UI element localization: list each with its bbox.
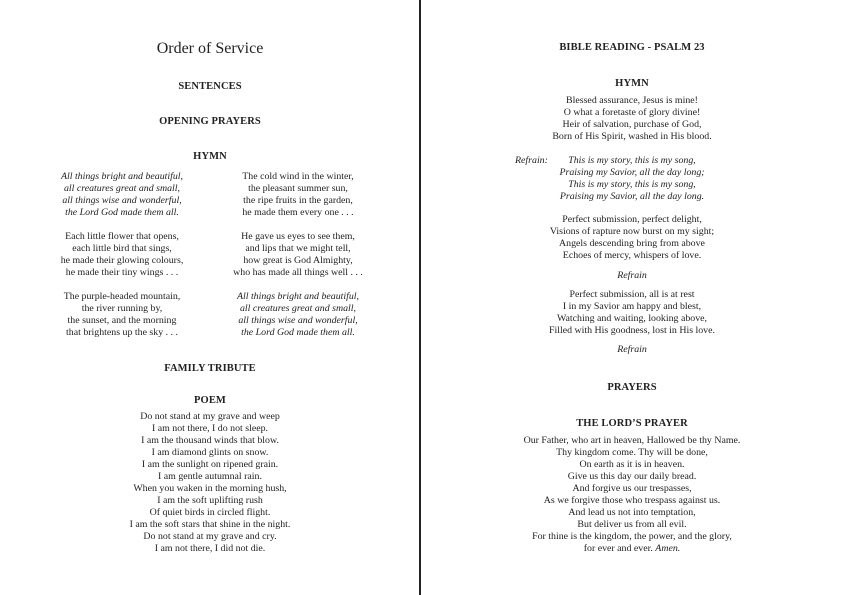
hymn-line: he made them every one . . .: [242, 207, 354, 218]
heading-hymn-right: HYMN: [615, 78, 649, 89]
hymn-line: all things wise and wonderful,: [238, 315, 358, 326]
prayer-last-text: for ever and ever.: [583, 543, 653, 554]
poem-line: I am gentle autumnal rain.: [158, 471, 262, 482]
prayer-line: And lead us not into temptation,: [568, 507, 696, 518]
hymn-verse-2: [422, 214, 842, 262]
hymn-line: Visions of rapture now burst on my sight;: [549, 226, 715, 237]
hymn-line: I in my Savior am happy and blest,: [562, 301, 702, 312]
hymn-line: Perfect submission, perfect delight,: [562, 214, 702, 225]
hymn-line: the Lord God made them all.: [241, 327, 355, 338]
hymn-line: who has made all things well . . .: [233, 267, 363, 278]
hymn-line: the Lord God made them all.: [65, 207, 179, 218]
hymn-line: and lips that we might tell,: [245, 243, 351, 254]
hymn-line: that brightens up the sky . . .: [66, 327, 178, 338]
hymn-line: all things wise and wonderful,: [62, 195, 182, 206]
hymn-line: He gave us eyes to see them,: [241, 231, 355, 242]
hymn-line: the pleasant summer sun,: [248, 183, 348, 194]
hymn-line: Born of His Spirit, washed in His blood.: [552, 131, 712, 142]
prayer-line: Thy kingdom come. Thy will be done,: [556, 447, 708, 458]
poem-line: Do not stand at my grave and cry.: [143, 531, 277, 542]
hymn-line: Watching and waiting, looking above,: [556, 313, 708, 324]
hymn-col1-verse3: [32, 291, 212, 339]
refrain-marker: Refrain: [617, 344, 647, 355]
hymn-line: Heir of salvation, purchase of God,: [562, 119, 702, 130]
hymn-line: Each little flower that opens,: [65, 231, 179, 242]
hymn-col1-verse2: [32, 231, 212, 279]
prayer-line: For thine is the kingdom, the power, and the glory,: [532, 531, 732, 542]
heading-hymn: HYMN: [193, 151, 227, 162]
hymn-line: All things bright and beautiful,: [60, 171, 184, 182]
hymn-line: the ripe fruits in the garden,: [243, 195, 353, 206]
poem-text: [0, 411, 420, 555]
refrain-text: [422, 155, 842, 203]
hymn-line: Perfect submission, all is at rest: [569, 289, 695, 300]
hymn-line: Angels descending bring from above: [559, 238, 705, 249]
hymn-col2-verse1: [208, 171, 388, 219]
refrain-label: Refrain:: [515, 155, 548, 166]
poem-line: I am not there, I did not die.: [154, 543, 266, 554]
hymn-col2-verse2: [208, 231, 388, 279]
hymn-line: Echoes of mercy, whispers of love.: [562, 250, 702, 261]
poem-line: I am not there, I do not sleep.: [152, 423, 268, 434]
poem-line: Do not stand at my grave and weep: [140, 411, 280, 422]
prayer-line: But deliver us from all evil.: [577, 519, 687, 530]
hymn-line: O what a foretaste of glory divine!: [563, 107, 701, 118]
poem-line: I am the sunlight on ripened grain.: [141, 459, 279, 470]
hymn-verse-1: [422, 95, 842, 143]
poem-line: Of quiet birds in circled flight.: [149, 507, 271, 518]
hymn-line: the river running by,: [81, 303, 163, 314]
heading-sentences: SENTENCES: [178, 81, 242, 92]
prayer-line: On earth as it is in heaven.: [579, 459, 685, 470]
prayer-line: And forgive us our trespasses,: [572, 483, 692, 494]
left-page: [0, 0, 420, 595]
heading-prayers: PRAYERS: [607, 382, 657, 393]
lords-prayer-text: [422, 435, 842, 555]
poem-line: I am the soft uplifting rush: [157, 495, 263, 506]
refrain-marker: Refrain: [617, 270, 647, 281]
poem-line: When you waken in the morning hush,: [133, 483, 287, 494]
hymn-col2-verse3: [208, 291, 388, 339]
hymn-line: the sunset, and the morning: [67, 315, 177, 326]
prayer-line-last: [422, 543, 842, 555]
poem-line: I am the thousand winds that blow.: [141, 435, 279, 446]
refrain-line: This is my story, this is my song,: [568, 179, 696, 190]
hymn-line: Blessed assurance, Jesus is mine!: [566, 95, 698, 106]
hymn-line: All things bright and beautiful,: [236, 291, 360, 302]
prayer-line: As we forgive those who trespass against us.: [543, 495, 721, 506]
hymn-line: he made their glowing colours,: [60, 255, 184, 266]
prayer-line: Our Father, who art in heaven, Hallowed be thy Name.: [523, 435, 741, 446]
hymn-verse-3: [422, 289, 842, 337]
heading-lords-prayer: THE LORD’S PRAYER: [576, 418, 688, 429]
heading-opening-prayers: OPENING PRAYERS: [159, 116, 261, 127]
hymn-line: The cold wind in the winter,: [242, 171, 354, 182]
hymn-line: he made their tiny wings . . .: [65, 267, 179, 278]
heading-bible-reading: BIBLE READING - PSALM 23: [559, 42, 705, 53]
hymn-line: The purple-headed mountain,: [63, 291, 181, 302]
hymn-line: all creatures great and small,: [239, 303, 357, 314]
hymn-line: how great is God Almighty,: [243, 255, 353, 266]
poem-line: I am diamond glints on snow.: [151, 447, 269, 458]
refrain-line: Praising my Savior, all the day long;: [559, 167, 705, 178]
prayer-line: Give us this day our daily bread.: [567, 471, 697, 482]
right-page: [422, 0, 842, 595]
hymn-line: Filled with His goodness, lost in His love.: [549, 325, 715, 336]
refrain-line: This is my story, this is my song,: [568, 155, 696, 166]
document-title: Order of Service: [156, 40, 264, 57]
heading-poem: POEM: [194, 395, 226, 406]
refrain-line: Praising my Savior, all the day long.: [559, 191, 705, 202]
hymn-col1-verse1: [32, 171, 212, 219]
poem-line: I am the soft stars that shine in the night.: [129, 519, 291, 530]
amen-text: Amen.: [655, 543, 681, 554]
hymn-line: each little bird that sings,: [72, 243, 172, 254]
hymn-line: all creatures great and small,: [63, 183, 181, 194]
heading-family-tribute: FAMILY TRIBUTE: [164, 363, 256, 374]
